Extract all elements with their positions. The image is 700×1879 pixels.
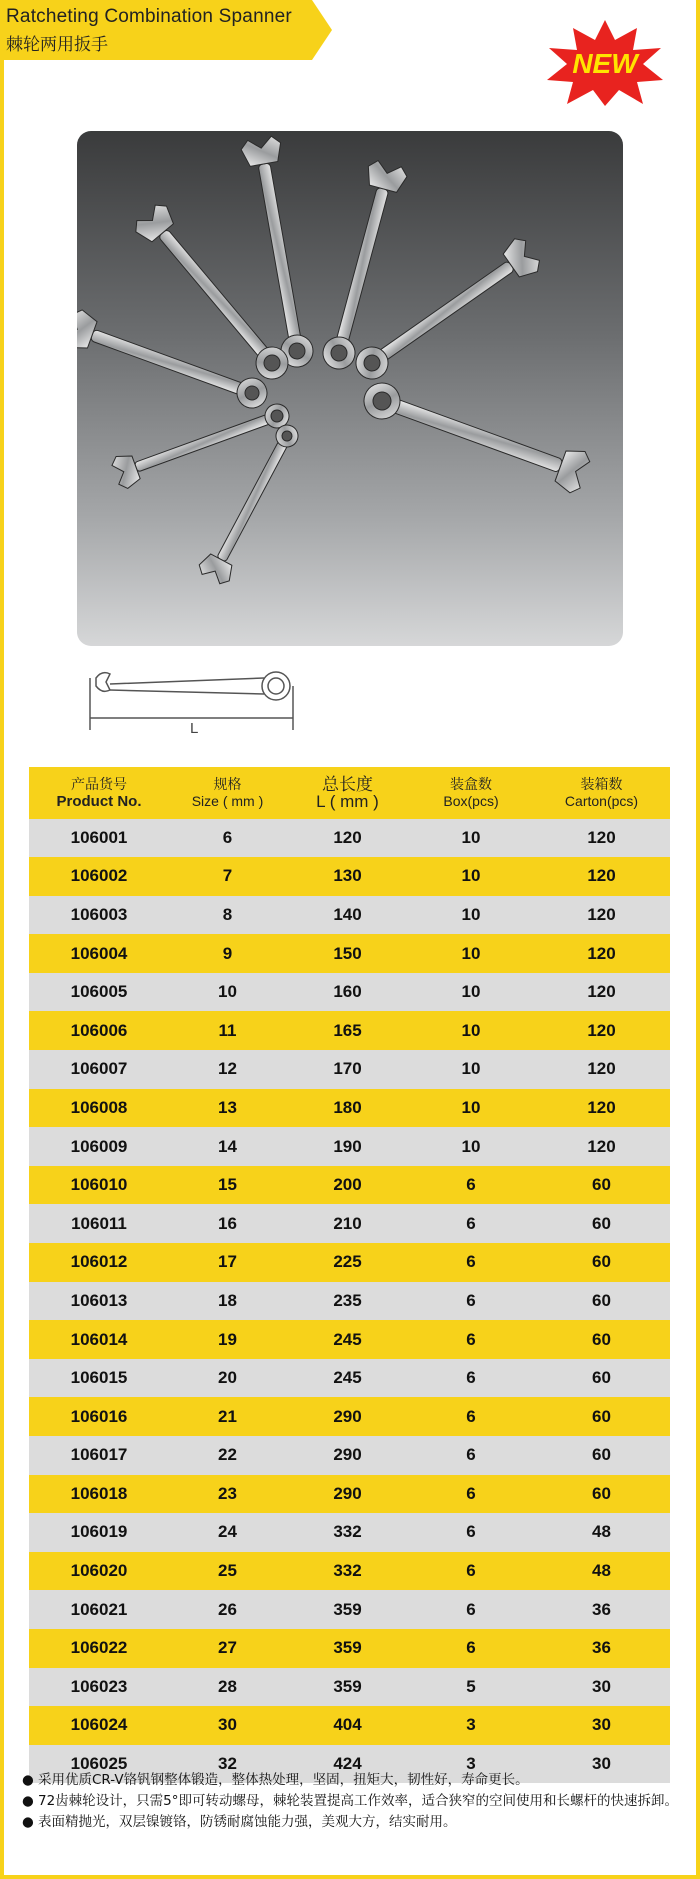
table-cell: 30 [533, 1668, 670, 1707]
table-row [29, 1475, 670, 1514]
table-row [29, 819, 670, 857]
table-cell: 106018 [29, 1475, 169, 1514]
table-cell: 14 [169, 1127, 286, 1166]
header-box: 装盒数 Box(pcs) [409, 767, 533, 819]
table-cell: 60 [533, 1436, 670, 1475]
table-cell: 106021 [29, 1590, 169, 1629]
table-cell: 359 [286, 1590, 409, 1629]
table-cell: 120 [533, 1127, 670, 1166]
title-english: Ratcheting Combination Spanner [6, 6, 292, 27]
table-cell: 106001 [29, 819, 169, 857]
table-cell: 6 [409, 1590, 533, 1629]
table-row [29, 896, 670, 935]
table-cell: 359 [286, 1668, 409, 1707]
product-photo [77, 131, 623, 646]
feature-notes [22, 1772, 682, 1835]
table-cell: 6 [169, 819, 286, 857]
spanner-6 [358, 374, 593, 495]
table-cell: 21 [169, 1397, 286, 1436]
table-cell: 27 [169, 1629, 286, 1668]
table-cell: 170 [286, 1050, 409, 1089]
table-cell: 120 [533, 896, 670, 935]
table-cell: 210 [286, 1204, 409, 1243]
title-banner [0, 0, 332, 60]
table-cell: 10 [409, 1089, 533, 1128]
table-cell: 10 [409, 1011, 533, 1050]
header-product-no: 产品货号 Product No. [29, 767, 169, 819]
table-cell: 10 [409, 934, 533, 973]
table-row [29, 1359, 670, 1398]
table-cell: 130 [286, 857, 409, 896]
table-cell: 22 [169, 1436, 286, 1475]
table-cell: 245 [286, 1359, 409, 1398]
table-cell: 290 [286, 1475, 409, 1514]
table-cell: 150 [286, 934, 409, 973]
table-cell: 11 [169, 1011, 286, 1050]
table-cell: 60 [533, 1282, 670, 1321]
table-cell: 60 [533, 1243, 670, 1282]
table-row [29, 1552, 670, 1591]
table-cell: 106009 [29, 1127, 169, 1166]
table-cell: 30 [533, 1745, 670, 1784]
table-cell: 332 [286, 1552, 409, 1591]
table-cell: 245 [286, 1320, 409, 1359]
table-cell: 36 [533, 1629, 670, 1668]
table-cell: 359 [286, 1629, 409, 1668]
table-cell: 3 [409, 1745, 533, 1784]
header-size: 规格 Size ( mm ) [169, 767, 286, 819]
table-row [29, 1629, 670, 1668]
table-cell: 12 [169, 1050, 286, 1089]
table-row [29, 1089, 670, 1128]
table-row [29, 1011, 670, 1050]
spanner-4 [347, 234, 544, 388]
table-cell: 120 [533, 973, 670, 1012]
table-row [29, 973, 670, 1012]
table-cell: 60 [533, 1359, 670, 1398]
table-cell: 30 [533, 1706, 670, 1745]
table-cell: 10 [409, 973, 533, 1012]
table-cell: 6 [409, 1629, 533, 1668]
table-cell: 6 [409, 1282, 533, 1321]
table-cell: 10 [409, 1127, 533, 1166]
table-cell: 15 [169, 1166, 286, 1205]
table-cell: 106004 [29, 934, 169, 973]
table-row [29, 857, 670, 896]
table-cell: 424 [286, 1745, 409, 1784]
table-row [29, 1127, 670, 1166]
spec-table [29, 767, 670, 1784]
table-cell: 106011 [29, 1204, 169, 1243]
header-length: 总长度 L ( mm ) [286, 767, 409, 819]
table-cell: 235 [286, 1282, 409, 1321]
table-cell: 13 [169, 1089, 286, 1128]
table-row [29, 1513, 670, 1552]
table-cell: 10 [409, 1050, 533, 1089]
table-row [29, 1436, 670, 1475]
bullet-icon: ● [22, 1793, 34, 1809]
table-cell: 290 [286, 1436, 409, 1475]
table-cell: 60 [533, 1204, 670, 1243]
table-cell: 120 [533, 1050, 670, 1089]
table-cell: 60 [533, 1320, 670, 1359]
new-badge-label: NEW [572, 48, 638, 79]
table-cell: 106005 [29, 973, 169, 1012]
table-cell: 180 [286, 1089, 409, 1128]
table-cell: 10 [409, 857, 533, 896]
table-cell: 10 [409, 896, 533, 935]
table-cell: 9 [169, 934, 286, 973]
table-cell: 290 [286, 1397, 409, 1436]
table-cell: 3 [409, 1706, 533, 1745]
table-cell: 106015 [29, 1359, 169, 1398]
table-cell: 120 [533, 857, 670, 896]
table-cell: 120 [533, 1089, 670, 1128]
table-cell: 6 [409, 1513, 533, 1552]
table-row [29, 1706, 670, 1745]
table-cell: 160 [286, 973, 409, 1012]
table-cell: 6 [409, 1320, 533, 1359]
table-cell: 106017 [29, 1436, 169, 1475]
table-cell: 225 [286, 1243, 409, 1282]
table-cell: 10 [169, 973, 286, 1012]
table-cell: 190 [286, 1127, 409, 1166]
table-cell: 6 [409, 1552, 533, 1591]
table-row [29, 1590, 670, 1629]
table-cell: 24 [169, 1513, 286, 1552]
table-cell: 60 [533, 1166, 670, 1205]
table-cell: 25 [169, 1552, 286, 1591]
table-cell: 48 [533, 1552, 670, 1591]
table-cell: 60 [533, 1475, 670, 1514]
table-cell: 200 [286, 1166, 409, 1205]
table-cell: 106010 [29, 1166, 169, 1205]
table-cell: 60 [533, 1397, 670, 1436]
table-cell: 30 [169, 1706, 286, 1745]
table-cell: 106016 [29, 1397, 169, 1436]
table-row [29, 1320, 670, 1359]
table-row [29, 1282, 670, 1321]
table-cell: 106023 [29, 1668, 169, 1707]
table-cell: 23 [169, 1475, 286, 1514]
table-cell: 18 [169, 1282, 286, 1321]
header-carton: 装箱数 Carton(pcs) [533, 767, 670, 819]
table-cell: 5 [409, 1668, 533, 1707]
table-cell: 36 [533, 1590, 670, 1629]
table-cell: 20 [169, 1359, 286, 1398]
table-cell: 26 [169, 1590, 286, 1629]
table-row [29, 1243, 670, 1282]
table-cell: 28 [169, 1668, 286, 1707]
table-cell: 19 [169, 1320, 286, 1359]
table-cell: 106007 [29, 1050, 169, 1089]
table-row [29, 1050, 670, 1089]
table-row [29, 1668, 670, 1707]
table-cell: 6 [409, 1436, 533, 1475]
table-cell: 106002 [29, 857, 169, 896]
table-cell: 165 [286, 1011, 409, 1050]
table-cell: 106020 [29, 1552, 169, 1591]
table-cell: 6 [409, 1204, 533, 1243]
table-header-row [29, 767, 670, 819]
table-cell: 6 [409, 1475, 533, 1514]
table-cell: 106025 [29, 1745, 169, 1784]
table-cell: 6 [409, 1359, 533, 1398]
table-cell: 120 [286, 819, 409, 857]
length-diagram [88, 666, 318, 742]
title-chinese: 棘轮两用扳手 [6, 35, 108, 55]
bullet-icon: ● [22, 1814, 34, 1830]
table-cell: 106014 [29, 1320, 169, 1359]
table-cell: 48 [533, 1513, 670, 1552]
bullet-icon: ● [22, 1772, 34, 1788]
table-cell: 6 [409, 1397, 533, 1436]
table-row [29, 1397, 670, 1436]
table-cell: 10 [409, 819, 533, 857]
table-cell: 106006 [29, 1011, 169, 1050]
note-item: ● 72齿棘轮设计，只需5°即可转动螺母，棘轮装置提高工作效率，适合狭窄的空间使用和长螺杆的快速拆卸。 [22, 1793, 679, 1809]
table-cell: 106013 [29, 1282, 169, 1321]
table-row [29, 1166, 670, 1205]
table-cell: 106003 [29, 896, 169, 935]
table-cell: 6 [409, 1166, 533, 1205]
table-cell: 404 [286, 1706, 409, 1745]
table-cell: 106022 [29, 1629, 169, 1668]
spanners-illustration [77, 131, 623, 646]
table-cell: 106019 [29, 1513, 169, 1552]
table-cell: 140 [286, 896, 409, 935]
table-cell: 106012 [29, 1243, 169, 1282]
note-item: ● 采用优质CR-V铬钒钢整体锻造，整体热处理，坚固，扭矩大，韧性好，寿命更长。 [22, 1772, 529, 1788]
table-cell: 120 [533, 934, 670, 973]
table-cell: 6 [409, 1243, 533, 1282]
table-cell: 7 [169, 857, 286, 896]
length-label: L [190, 720, 199, 737]
table-cell: 32 [169, 1745, 286, 1784]
table-cell: 16 [169, 1204, 286, 1243]
table-row [29, 1204, 670, 1243]
table-row [29, 934, 670, 973]
table-cell: 8 [169, 896, 286, 935]
note-item: ● 表面精抛光，双层镍镀铬，防锈耐腐蚀能力强，美观大方，结实耐用。 [22, 1814, 457, 1830]
table-cell: 106024 [29, 1706, 169, 1745]
table-cell: 120 [533, 1011, 670, 1050]
table-cell: 17 [169, 1243, 286, 1282]
spanner-outline-icon [88, 666, 318, 742]
new-badge [545, 18, 665, 108]
table-cell: 332 [286, 1513, 409, 1552]
table-cell: 120 [533, 819, 670, 857]
table-cell: 106008 [29, 1089, 169, 1128]
spec-table-body [29, 819, 670, 1783]
